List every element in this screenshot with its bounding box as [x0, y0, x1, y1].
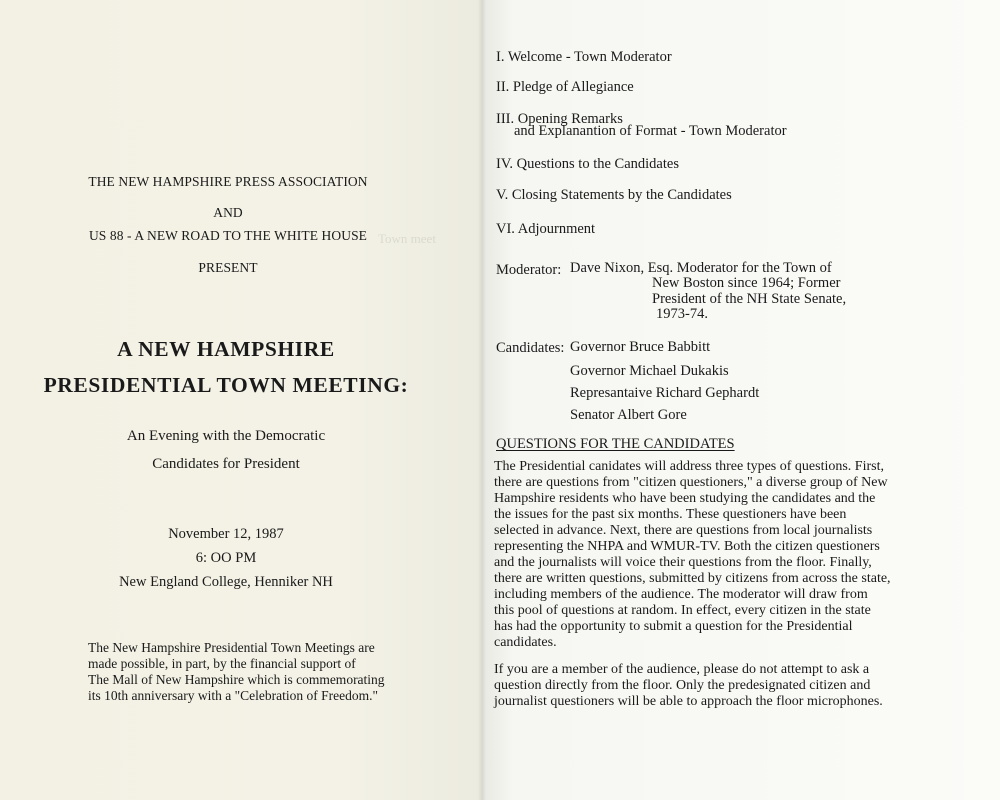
- paragraph-line: there are questions from "citizen questioners," a diverse group of New: [494, 475, 888, 490]
- sponsor-note-line: The New Hampshire Presidential Town Meetings are: [88, 640, 375, 655]
- paragraph-line: including members of the audience. The moderator will draw from: [494, 587, 868, 602]
- paragraph-line: question directly from the floor. Only the predesignated citizen and: [494, 678, 871, 693]
- agenda-item-welcome: I. Welcome - Town Moderator: [496, 49, 672, 65]
- paragraph-line: this pool of questions at random. In effect, every citizen in the state: [494, 603, 871, 618]
- agenda-item-pledge: II. Pledge of Allegiance: [496, 79, 634, 95]
- organizer-line: THE NEW HAMPSHIRE PRESS ASSOCIATION: [88, 174, 368, 189]
- candidate-gephardt: Represantaive Richard Gephardt: [570, 385, 760, 401]
- and-line: AND: [213, 205, 243, 220]
- sponsor-note-line: made possible, in part, by the financial support of: [88, 656, 356, 671]
- candidates-label: Candidates:: [496, 340, 565, 356]
- co-organizer-line: US 88 - A NEW ROAD TO THE WHITE HOUSE: [88, 228, 368, 243]
- sponsor-note-line: its 10th anniversary with a "Celebration of Freedom.": [88, 688, 378, 703]
- paragraph-line: representing the NHPA and WMUR-TV. Both the citizen questioners: [494, 539, 880, 554]
- title-line-1: A NEW HAMPSHIRE: [117, 337, 335, 361]
- agenda-item-adjournment: VI. Adjournment: [496, 221, 596, 237]
- moderator-label: Moderator:: [496, 262, 562, 278]
- paragraph-line: If you are a member of the audience, please do not attempt to ask a: [494, 662, 870, 677]
- agenda-item-closing-statements: V. Closing Statements by the Candidates: [496, 187, 732, 203]
- event-time: 6: OO PM: [195, 550, 257, 566]
- agenda-item-opening-remarks: III. Opening Remarks: [496, 111, 623, 127]
- sponsor-note: [88, 640, 468, 704]
- paragraph-line: journalist questioners will be able to approach the floor microphones.: [494, 694, 883, 709]
- present-line: PRESENT: [198, 260, 258, 275]
- moderator-line-2: New Boston since 1964; Former: [652, 275, 841, 291]
- subtitle-line-2: Candidates for President: [152, 456, 300, 472]
- event-date: November 12, 1987: [168, 526, 284, 542]
- paragraph-line: has had the opportunity to submit a question for the Presidential: [494, 619, 853, 634]
- agenda-item-questions: IV. Questions to the Candidates: [496, 156, 679, 172]
- moderator-line-3: President of the NH State Senate,: [652, 291, 847, 307]
- subtitle-line-1: An Evening with the Democratic: [126, 428, 326, 444]
- audience-paragraph: [494, 662, 883, 710]
- moderator-line-4: 1973-74.: [656, 306, 708, 322]
- moderator-line-1: Dave Nixon, Esq. Moderator for the Town of: [570, 260, 832, 276]
- paragraph-line: and the journalists will voice their questions from the floor. Finally,: [494, 555, 872, 570]
- paragraph-line: The Presidential canidates will address three types of questions. First,: [494, 459, 884, 474]
- paragraph-line: selected in advance. Next, there are questions from local journalists: [494, 523, 873, 538]
- paragraph-line: candidates.: [494, 635, 557, 650]
- sponsor-note-line: The Mall of New Hampshire which is commemorating: [88, 672, 385, 687]
- questions-heading: QUESTIONS FOR THE CANDIDATES: [496, 436, 735, 452]
- title-line-2: PRESIDENTIAL TOWN MEETING:: [43, 373, 409, 397]
- paragraph-line: the issues for the past six months. These questioners have been: [494, 507, 847, 522]
- agenda-item-opening-remarks-cont: and Explanantion of Format - Town Moderator: [514, 123, 787, 139]
- event-location: New England College, Henniker NH: [119, 574, 333, 590]
- candidate-dukakis: Governor Michael Dukakis: [570, 363, 729, 379]
- candidate-babbitt: Governor Bruce Babbitt: [570, 339, 711, 355]
- paragraph-line: Hampshire residents who have been studying the candidates and the: [494, 491, 876, 506]
- paragraph-line: there are written questions, submitted by citizens from across the state,: [494, 571, 891, 586]
- candidate-gore: Senator Albert Gore: [570, 407, 687, 423]
- questions-paragraph: [494, 459, 891, 651]
- center-fold: [478, 0, 486, 800]
